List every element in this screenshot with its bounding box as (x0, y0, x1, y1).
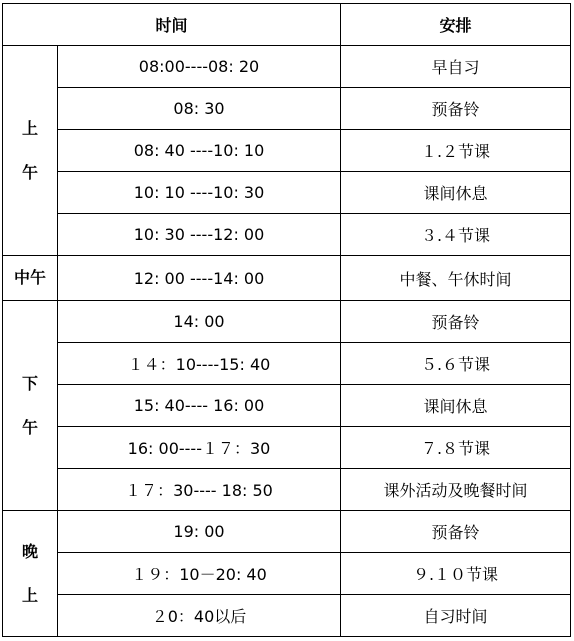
arrangement-cell: ７.８节课 (341, 427, 571, 469)
schedule-table (2, 3, 571, 637)
time-cell: 16: 00----１７：30 (58, 427, 341, 469)
table-row (3, 553, 571, 595)
table-row (3, 256, 571, 301)
time-cell: 08: 30 (58, 88, 341, 130)
table-row (3, 172, 571, 214)
time-cell: 14: 00 (58, 301, 341, 343)
table-row (3, 511, 571, 553)
period-label: 晚 (21, 541, 38, 561)
time-cell: ２0：40以后 (58, 595, 341, 637)
period-label: 上 (21, 118, 38, 138)
period-label: 下 (21, 373, 38, 393)
time-cell: 15: 40---- 16: 00 (58, 385, 341, 427)
arrangement-cell: 课间休息 (341, 385, 571, 427)
time-cell: 08: 40 ----10: 10 (58, 130, 341, 172)
arrangement-cell: 预备铃 (341, 511, 571, 553)
time-cell: 10: 10 ----10: 30 (58, 172, 341, 214)
arrangement-cell: ５.６节课 (341, 343, 571, 385)
table-row (3, 301, 571, 343)
period-cell (3, 511, 58, 637)
header-row (3, 4, 571, 46)
table-row (3, 469, 571, 511)
time-cell: １９：10－20: 40 (58, 553, 341, 595)
arrangement-cell: 预备铃 (341, 88, 571, 130)
time-cell: 12: 00 ----14: 00 (58, 256, 341, 301)
period-cell (3, 301, 58, 511)
arrangement-cell: １.２节课 (341, 130, 571, 172)
arrangement-cell: 课间休息 (341, 172, 571, 214)
header-time: 时间 (3, 4, 341, 46)
arrangement-cell: ３.４节课 (341, 214, 571, 256)
table-row (3, 427, 571, 469)
table-row (3, 88, 571, 130)
table-row (3, 385, 571, 427)
schedule-body (3, 46, 571, 637)
arrangement-cell: 自习时间 (341, 595, 571, 637)
table-row (3, 130, 571, 172)
arrangement-cell: 预备铃 (341, 301, 571, 343)
table-row (3, 46, 571, 88)
arrangement-cell: 课外活动及晚餐时间 (341, 469, 571, 511)
period-label: 上 (21, 585, 38, 605)
period-cell (3, 256, 58, 301)
period-label: 中午 (13, 268, 46, 287)
arrangement-cell: ９.１０节课 (341, 553, 571, 595)
table-row (3, 595, 571, 637)
table-row (3, 214, 571, 256)
time-cell: 10: 30 ----12: 00 (58, 214, 341, 256)
time-cell: 19: 00 (58, 511, 341, 553)
time-cell: 08:00----08: 20 (58, 46, 341, 88)
arrangement-cell: 中餐、午休时间 (341, 256, 571, 301)
period-label: 午 (21, 417, 38, 437)
period-label: 午 (21, 162, 38, 182)
table-row (3, 343, 571, 385)
time-cell: １４：10----15: 40 (58, 343, 341, 385)
arrangement-cell: 早自习 (341, 46, 571, 88)
time-cell: １７：30---- 18: 50 (58, 469, 341, 511)
period-cell (3, 46, 58, 256)
header-arrangement: 安排 (341, 4, 571, 46)
